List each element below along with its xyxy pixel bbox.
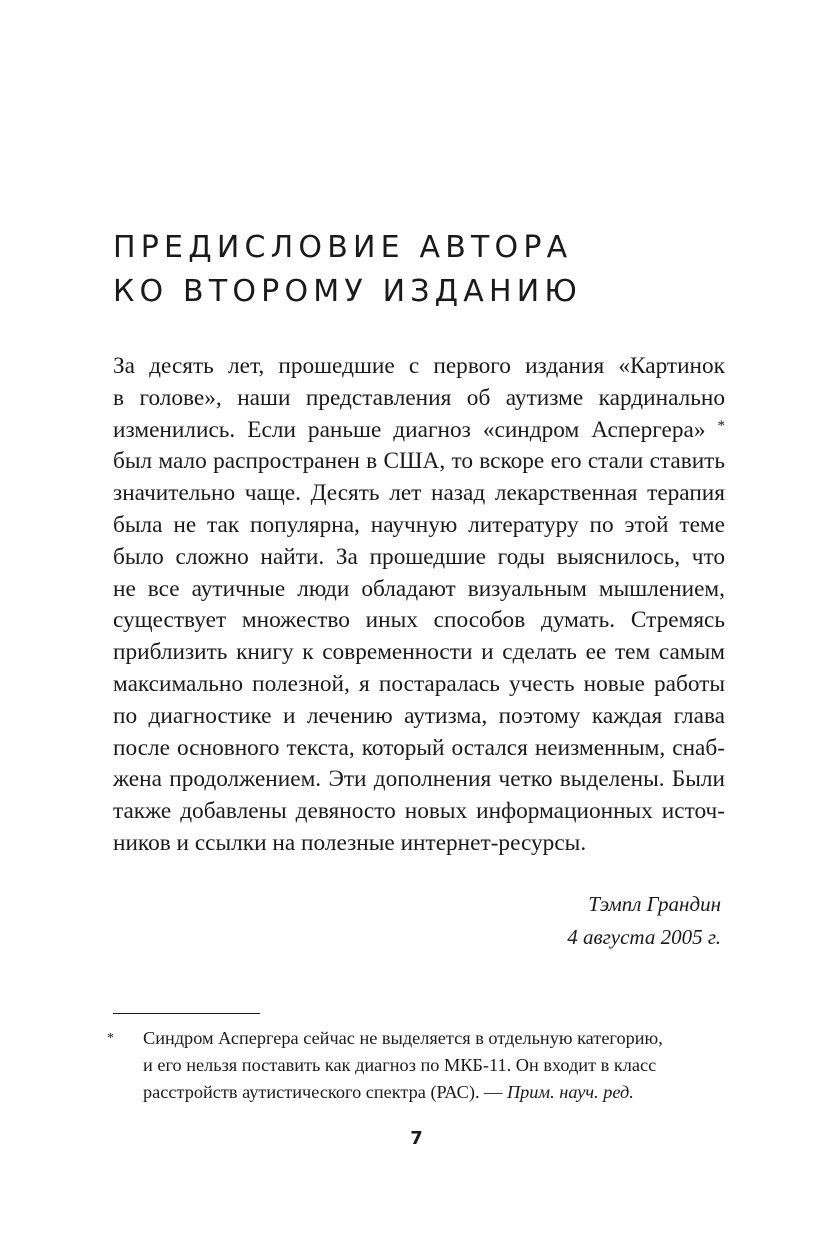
footnote-text [143, 1025, 725, 1106]
body-line-with-footnote-ref [113, 415, 725, 447]
body-line: после основного текста, который остался неизменным, снаб- [113, 734, 725, 761]
footnote-line: Синдром Аспергера сейчас не выделяется в отдельную категорию, [143, 1028, 663, 1048]
body-line: ников и ссылки на полезные интернет-ресурсы. [113, 829, 587, 856]
footnote-reference[interactable]: * [717, 417, 725, 434]
body-line: был мало распространен в США, то вскоре его стали ставить [113, 448, 725, 475]
body-line: по диагностике и лечению аутизма, поэтому каждая глава [113, 702, 725, 729]
body-line: в голове», наши представления об аутизме кардинально [113, 384, 725, 411]
body-line: За десять лет, прошедшие с первого издания «Картинок [113, 353, 725, 379]
body-line: максимально полезной, я постаралась учесть новые работы [113, 670, 725, 697]
body-line: была не так популярна, научную литературу по этой теме [113, 511, 725, 538]
signature-date: 4 августа 2005 г. [567, 925, 721, 949]
body-line: также добавлены девяносто новых информационных источ- [113, 798, 725, 825]
footnote-line: и его нельзя поставить как диагноз по МКБ-11. Он входит в класс [143, 1055, 657, 1075]
editor-note: Прим. науч. ред. [506, 1082, 634, 1102]
author-name: Тэмпл Грандин [588, 892, 721, 916]
signature-block [567, 888, 721, 954]
chapter-heading [113, 226, 733, 314]
body-line: было сложно найти. За прошедшие годы выяснилось, что [113, 543, 725, 570]
body-paragraph [113, 351, 725, 860]
footnote-divider [113, 1013, 260, 1014]
chapter-heading-line-1: ПРЕДИСЛОВИЕ АВТОРА [113, 230, 573, 265]
footnote-line-text: расстройств аутистического спектра (РАС). — [143, 1082, 503, 1102]
chapter-heading-line-2: КО ВТОРОМУ ИЗДАНИЮ [113, 274, 582, 309]
body-line: значительно чаще. Десять лет назад лекарственная терапия [113, 480, 725, 507]
body-line: не все аутичные люди обладают визуальным мышлением, [113, 575, 725, 602]
body-line: приблизить книгу к современности и сделать ее тем самым [113, 639, 725, 666]
body-line: существует множество иных способов думать. Стремясь [113, 607, 725, 634]
footnote [107, 1025, 725, 1106]
body-line-text: изменились. Если раньше диагноз «синдром Аспергера» [113, 416, 706, 443]
page-number: 7 [410, 1128, 423, 1149]
footnote-marker: * [107, 1031, 114, 1046]
footnote-line [143, 1079, 725, 1106]
body-line: жена продолжением. Эти дополнения четко выделены. Были [113, 766, 725, 793]
